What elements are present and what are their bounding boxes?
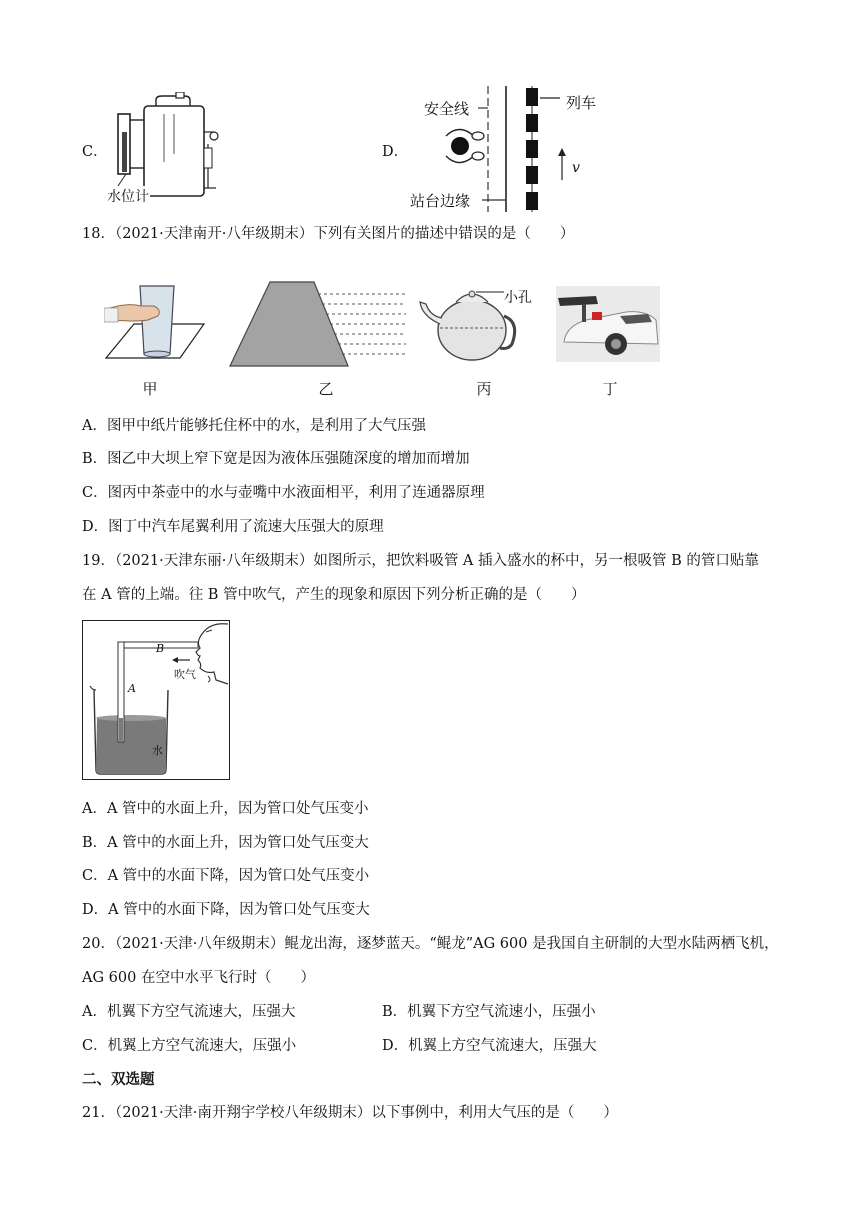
q20-stem-line1: 20．（2021·天津·八年级期末）鲲龙出海，逐梦蓝天。“鲲龙”AG 600 是我国自主研制的大型水陆两栖飞机， <box>82 936 779 952</box>
tube-b-label: B <box>156 642 165 655</box>
tube-a-label: A <box>128 682 136 695</box>
q19-option-a: A．A 管中的水面上升，因为管口处气压变小 <box>82 801 369 817</box>
figure-jia-cup-paper <box>104 280 208 362</box>
q19-option-b: B．A 管中的水面上升，因为管口处气压变大 <box>82 835 369 851</box>
q21-stem: 21．（2021·天津·南开翔宇学校八年级期末）以下事例中，利用大气压的是（ ） <box>82 1105 618 1121</box>
q17-option-c-letter: C． <box>82 144 108 160</box>
safety-line-label: 安全线 <box>424 100 470 118</box>
figure-label-yi: 乙 <box>318 380 334 398</box>
water-gauge-caption: 水位计 <box>106 186 150 206</box>
q20-option-a: A．机翼下方空气流速大，压强大 <box>82 1004 296 1020</box>
q17-option-d-letter: D． <box>382 144 409 160</box>
teapot-hole-label: 小孔 <box>504 290 532 306</box>
q18-stem: 18．（2021·天津南开·八年级期末）下列有关图片的描述中错误的是（ ） <box>82 226 575 242</box>
q18-option-c: C．图丙中茶壶中的水与壶嘴中水液面相平，利用了连通器原理 <box>82 485 485 501</box>
blow-label: 吹气 <box>174 668 196 681</box>
q20-option-c: C．机翼上方空气流速大，压强小 <box>82 1038 297 1054</box>
velocity-label: v <box>572 160 580 176</box>
figure-yi-dam <box>228 280 408 368</box>
q19-stem-line2: 在 A 管的上端。往 B 管中吹气，产生的现象和原因下列分析正确的是（ ） <box>82 587 586 603</box>
q20-option-b: B．机翼下方空气流速小，压强小 <box>382 1004 596 1020</box>
platform-safety-figure <box>430 84 590 214</box>
figure-label-ding: 丁 <box>602 380 618 398</box>
q20-option-d: D．机翼上方空气流速大，压强大 <box>382 1038 597 1054</box>
q19-option-d: D．A 管中的水面下降，因为管口处气压变大 <box>82 902 370 918</box>
section-title-double-choice: 二、双选题 <box>82 1071 155 1088</box>
q18-option-a: A．图甲中纸片能够托住杯中的水，是利用了大气压强 <box>82 418 426 434</box>
figure-label-jia: 甲 <box>142 380 158 398</box>
q19-option-c: C．A 管中的水面下降，因为管口处气压变小 <box>82 868 370 884</box>
figure-ding-car-spoiler <box>556 286 660 362</box>
water-label: 水 <box>152 744 163 757</box>
q18-option-b: B．图乙中大坝上窄下宽是因为液体压强随深度的增加而增加 <box>82 451 470 467</box>
train-label: 列车 <box>566 94 597 112</box>
q19-stem-line1: 19．（2021·天津东丽·八年级期末）如图所示，把饮料吸管 A 插入盛水的杯中，另一根吸管 B 的管口贴靠 <box>82 553 759 569</box>
platform-edge-label: 站台边缘 <box>410 192 471 210</box>
figure-label-bing: 丙 <box>476 380 492 398</box>
q20-stem-line2: AG 600 在空中水平飞行时（ ） <box>82 970 315 986</box>
q18-option-d: D．图丁中汽车尾翼利用了流速大压强大的原理 <box>82 519 384 535</box>
